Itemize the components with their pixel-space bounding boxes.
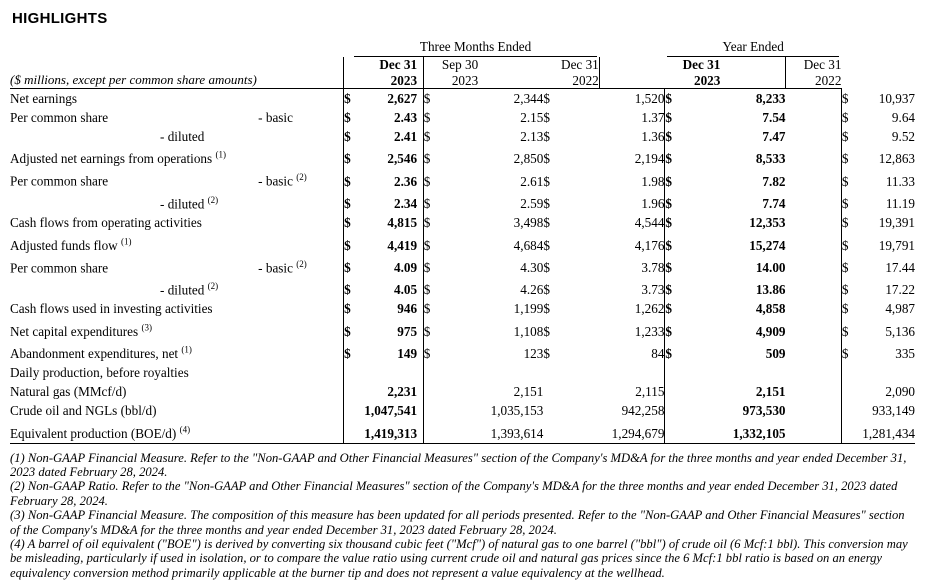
cell-value: 3,498	[513, 215, 544, 231]
currency-symbol: $	[841, 282, 849, 298]
column-rule	[786, 168, 842, 190]
table-row	[10, 127, 915, 146]
currency-symbol	[344, 382, 352, 401]
cell-value: 12,863	[878, 151, 915, 167]
currency-symbol: $	[423, 346, 431, 362]
row-label: Per common share - basic $^{(2)}$	[10, 258, 307, 275]
table-row	[10, 108, 915, 127]
table-row	[10, 363, 915, 382]
cell-value: 17.44	[885, 259, 915, 275]
currency-symbol: $	[423, 237, 431, 253]
currency-symbol: $	[665, 299, 720, 318]
currency-symbol: $	[665, 108, 720, 127]
cell-value	[352, 363, 417, 382]
row-label: Equivalent production (BOE/d) $^{(4)}$	[10, 420, 344, 443]
currency-symbol: $	[423, 110, 431, 125]
currency-symbol	[423, 401, 478, 420]
currency-symbol: $	[423, 91, 431, 106]
cell-value: 4,815	[387, 215, 418, 231]
row-label: Per common share - basic $^{(2)}$	[10, 172, 307, 189]
currency-symbol: $	[543, 196, 550, 212]
row-label: - diluted $^{(2)}$	[160, 280, 219, 298]
cell-value: 1.37	[641, 110, 665, 125]
cell-value: 7.54	[762, 110, 786, 125]
footnote: (3) Non-GAAP Financial Measure. The composition of this measure has been updated for all periods presented. Refer to the "Non-GAAP and Other Financial Measures" section of the Company's MD&A for the three months and year ended December 31, 2023 dated February 28, 2024.	[10, 508, 905, 537]
cell-value	[850, 363, 915, 382]
cell-value: 3.73	[641, 282, 665, 298]
currency-symbol: $	[841, 323, 849, 339]
column-rule	[786, 232, 842, 254]
cell-value: 946	[397, 301, 418, 317]
cell-value: 4,176	[634, 237, 665, 253]
currency-symbol: $	[841, 110, 849, 125]
currency-symbol: $	[665, 146, 720, 168]
cell-value: 1,520	[634, 91, 665, 106]
currency-symbol	[344, 401, 352, 420]
cell-value: 2,115	[635, 384, 665, 400]
col-header-month-0: Dec 31	[379, 57, 418, 72]
currency-symbol: $	[423, 215, 431, 231]
cell-value	[599, 363, 665, 382]
currency-symbol: $	[344, 110, 351, 125]
cell-value: 2,344	[513, 91, 544, 106]
cell-value: 7.74	[762, 196, 786, 212]
table-row	[10, 255, 915, 277]
col-header-year-1: 2023	[423, 72, 478, 89]
cell-value: 2.41	[393, 129, 418, 144]
cell-value: 1,294,679	[599, 420, 665, 443]
currency-symbol: $	[344, 129, 351, 144]
currency-symbol: $	[543, 301, 550, 317]
currency-symbol: $	[344, 301, 351, 317]
cell-value: 14.00	[755, 259, 786, 275]
currency-symbol	[665, 420, 720, 443]
currency-symbol: $	[841, 129, 849, 144]
currency-symbol: $	[665, 318, 720, 340]
cell-value: 12,353	[749, 215, 786, 231]
cell-value: 15,274	[749, 237, 786, 253]
currency-symbol: $	[423, 151, 431, 167]
footnote: (1) Non-GAAP Financial Measure. Refer to the "Non-GAAP and Other Financial Measures" section of the Company's MD&A for the three months and year ended December 31, 2023 dated February 28, 2024.	[10, 450, 907, 479]
column-rule	[786, 401, 842, 420]
currency-symbol: $	[423, 282, 431, 298]
cell-value: 2,627	[387, 91, 418, 106]
cell-value: 4,858	[755, 301, 786, 317]
cell-value: 973,530	[742, 403, 786, 419]
cell-value: 4.09	[393, 259, 418, 275]
table-row	[10, 146, 915, 168]
column-rule	[786, 213, 842, 232]
currency-symbol: $	[423, 259, 431, 275]
currency-symbol	[543, 401, 599, 420]
currency-symbol: $	[344, 215, 351, 231]
cell-value: 9.64	[891, 110, 915, 125]
table-row	[10, 89, 915, 109]
cell-value: 8,233	[755, 91, 786, 106]
col-header-month-4: Dec 31	[803, 57, 842, 72]
currency-symbol: $	[344, 341, 352, 363]
page-title: HIGHLIGHTS	[12, 10, 108, 27]
currency-symbol: $	[665, 213, 720, 232]
column-rule	[786, 277, 842, 299]
cell-value: 1,108	[513, 323, 544, 339]
footnote: (2) Non-GAAP Ratio. Refer to the "Non-GAAP and Other Financial Measures" section of the Company's MD&A for the three months and year ended December 31, 2023 dated February 28, 2024.	[10, 479, 898, 508]
cell-value: 7.47	[762, 129, 786, 144]
currency-symbol: $	[841, 151, 849, 167]
currency-symbol	[665, 401, 720, 420]
cell-value: 2,194	[634, 151, 665, 167]
currency-symbol: $	[344, 146, 352, 168]
col-header-month-1: Sep 30	[441, 57, 479, 72]
column-rule	[786, 255, 842, 277]
table-row	[10, 420, 915, 443]
currency-symbol: $	[665, 168, 720, 190]
cell-value: 1,393,614	[478, 420, 543, 443]
cell-value: 17.22	[885, 282, 915, 298]
currency-symbol: $	[665, 127, 720, 146]
currency-symbol	[841, 420, 849, 443]
currency-symbol: $	[423, 301, 431, 317]
group-header-three-months: Three Months Ended	[352, 37, 599, 57]
cell-value: 1,332,105	[720, 420, 785, 443]
column-rule	[786, 299, 842, 318]
currency-symbol: $	[665, 89, 720, 109]
col-header-year-3: 2023	[665, 72, 720, 89]
cell-value: 11.19	[885, 196, 915, 212]
currency-symbol: $	[543, 259, 550, 275]
cell-value: 4,684	[513, 237, 544, 253]
row-label: Abandonment expenditures, net $^{(1)}$	[10, 344, 192, 362]
currency-symbol	[423, 382, 478, 401]
cell-value: 2,090	[885, 384, 915, 400]
row-label: Cash flows from operating activities	[10, 215, 202, 231]
currency-symbol: $	[665, 232, 720, 254]
cell-value	[478, 363, 543, 382]
col-header-month-3: Dec 31	[682, 57, 721, 72]
table-row	[10, 213, 915, 232]
table-row	[10, 318, 915, 340]
cell-value: 1,035,153	[490, 403, 544, 419]
currency-symbol	[841, 363, 849, 382]
column-rule	[786, 108, 842, 127]
column-rule	[786, 89, 842, 109]
row-label: Cash flows used in investing activities	[10, 301, 213, 317]
table-row	[10, 191, 915, 213]
column-rule	[786, 420, 842, 443]
row-label: Per common share - basic	[10, 110, 293, 125]
column-rule	[786, 146, 842, 168]
row-label: Natural gas (MMcf/d)	[10, 384, 127, 400]
currency-symbol: $	[543, 129, 550, 144]
cell-value: 1,262	[634, 301, 665, 317]
cell-value: 2.13	[520, 129, 544, 144]
cell-value: 2,546	[387, 151, 418, 167]
currency-symbol	[344, 363, 352, 382]
currency-symbol	[841, 401, 849, 420]
currency-symbol: $	[344, 277, 352, 299]
currency-symbol: $	[423, 129, 431, 144]
currency-symbol: $	[841, 237, 849, 253]
cell-value: 2,151	[513, 384, 544, 400]
cell-value	[720, 363, 785, 382]
currency-symbol: $	[841, 259, 849, 275]
row-label: Net earnings	[10, 91, 78, 106]
currency-symbol: $	[344, 191, 352, 213]
cell-value: 2.43	[393, 110, 418, 125]
cell-value: 4,419	[387, 237, 418, 253]
row-label: Daily production, before royalties	[10, 365, 189, 381]
cell-value: 19,391	[878, 215, 915, 231]
currency-symbol	[423, 420, 478, 443]
currency-symbol: $	[665, 255, 720, 277]
currency-symbol: $	[344, 168, 352, 190]
currency-symbol: $	[841, 91, 849, 106]
currency-symbol: $	[841, 196, 849, 212]
cell-value: 942,258	[621, 403, 665, 419]
currency-symbol: $	[841, 215, 849, 231]
cell-value: 4.05	[393, 282, 418, 298]
currency-symbol	[841, 382, 849, 401]
table-row	[10, 401, 915, 420]
currency-symbol: $	[543, 173, 550, 189]
cell-value: 8,533	[755, 151, 786, 167]
row-label: Crude oil and NGLs (bbl/d)	[10, 403, 157, 419]
cell-value: 1.36	[641, 129, 665, 144]
cell-value: 9.52	[891, 129, 915, 144]
cell-value: 4.30	[520, 259, 544, 275]
cell-value: 2.15	[520, 110, 544, 125]
column-year-header-row	[10, 72, 915, 89]
cell-value: 3.78	[641, 259, 665, 275]
col-header-month-2: Dec 31	[561, 57, 599, 72]
cell-value: 149	[397, 346, 418, 362]
currency-symbol: $	[543, 237, 550, 253]
currency-symbol	[665, 382, 720, 401]
currency-symbol: $	[543, 215, 550, 231]
currency-symbol: $	[841, 301, 849, 317]
cell-value: 1,233	[634, 323, 665, 339]
cell-value: 1.96	[641, 196, 665, 212]
cell-value: 7.82	[762, 173, 786, 189]
table-row	[10, 277, 915, 299]
col-header-year-4: 2022	[786, 72, 842, 89]
currency-symbol: $	[423, 173, 431, 189]
units-label: ($ millions, except per common share amounts)	[10, 72, 344, 89]
row-label: Adjusted net earnings from operations $^{(1)}$	[10, 150, 226, 167]
group-header-row	[10, 37, 915, 57]
group-header-spacer	[10, 37, 344, 57]
currency-symbol: $	[665, 277, 720, 299]
currency-symbol: $	[344, 318, 352, 340]
cell-value: 1,199	[513, 301, 544, 317]
cell-value: 509	[765, 346, 786, 362]
cell-value: 5,136	[885, 323, 915, 339]
group-header-year: Year Ended	[665, 37, 842, 57]
cell-value: 1.98	[641, 173, 665, 189]
highlights-table	[10, 37, 915, 444]
currency-symbol	[423, 363, 478, 382]
column-rule	[786, 341, 842, 363]
row-label: Adjusted funds flow $^{(1)}$	[10, 236, 132, 253]
table-body	[10, 89, 915, 444]
currency-symbol	[543, 382, 599, 401]
row-label: Net capital expenditures $^{(3)}$	[10, 322, 152, 339]
currency-symbol	[344, 420, 352, 443]
cell-value: 2.34	[393, 196, 418, 212]
column-rule	[786, 127, 842, 146]
column-rule	[786, 318, 842, 340]
cell-value: 84	[651, 346, 665, 362]
column-rule	[786, 191, 842, 213]
cell-value: 4.26	[520, 282, 544, 298]
currency-symbol: $	[344, 89, 352, 109]
cell-value: 2,151	[755, 384, 786, 400]
cell-value: 1,281,434	[850, 420, 915, 443]
cell-value: 335	[895, 346, 915, 362]
column-rule	[786, 382, 842, 401]
column-month-header-row	[10, 57, 915, 72]
currency-symbol: $	[543, 151, 550, 167]
row-label: - diluted $^{(2)}$	[160, 194, 219, 212]
cell-value: 933,149	[872, 403, 915, 419]
cell-value: 123	[523, 346, 544, 362]
table-row	[10, 382, 915, 401]
row-label: - diluted	[160, 129, 205, 144]
cell-value: 19,791	[878, 237, 915, 253]
currency-symbol: $	[665, 191, 720, 213]
cell-value: 4,987	[885, 301, 915, 317]
currency-symbol: $	[344, 232, 352, 254]
cell-value: 2.59	[520, 196, 544, 212]
cell-value: 975	[397, 323, 418, 339]
cell-value: 4,909	[755, 323, 786, 339]
cell-value: 4,544	[634, 215, 665, 231]
cell-value: 2.36	[393, 173, 418, 189]
currency-symbol: $	[423, 323, 431, 339]
currency-symbol: $	[543, 282, 550, 298]
col-header-year-0: 2023	[352, 72, 417, 89]
currency-symbol: $	[543, 110, 550, 125]
table-row	[10, 299, 915, 318]
currency-symbol: $	[423, 196, 431, 212]
footnotes	[10, 451, 915, 580]
footnote: (4) A barrel of oil equivalent ("BOE") is derived by converting six thousand cubic feet ("Mcf") of natural gas to one barrel ("bbl") of crude oil (6 Mcf:1 bbl). This conversion may be misleading, particularly if used in isolation, or to compare the value ratio using current crude oil and natural gas prices since the 6 Mcf:1 bbl ratio is based on an energy equivalency conversion method primarily applicable at the burner tip and does not represent a value equivalency at the wellhead.	[10, 536, 908, 580]
currency-symbol: $	[841, 173, 849, 189]
currency-symbol: $	[543, 346, 550, 362]
cell-value: 10,937	[878, 91, 915, 106]
currency-symbol: $	[841, 346, 849, 362]
cell-value: 1,047,541	[364, 403, 418, 419]
cell-value: 2,231	[387, 384, 418, 400]
table-row	[10, 168, 915, 190]
col-header-year-2: 2022	[543, 72, 599, 89]
currency-symbol: $	[665, 341, 720, 363]
currency-symbol: $	[344, 255, 352, 277]
table-row	[10, 341, 915, 363]
currency-symbol	[543, 420, 599, 443]
cell-value: 1,419,313	[352, 420, 417, 443]
cell-value: 13.86	[755, 282, 786, 298]
cell-value: 2.61	[520, 173, 544, 189]
cell-value: 2,850	[513, 151, 544, 167]
currency-symbol: $	[543, 91, 550, 106]
table-row	[10, 232, 915, 254]
currency-symbol	[665, 363, 720, 382]
currency-symbol	[543, 363, 599, 382]
cell-value: 11.33	[885, 173, 915, 189]
column-rule	[786, 363, 842, 382]
currency-symbol: $	[543, 323, 550, 339]
